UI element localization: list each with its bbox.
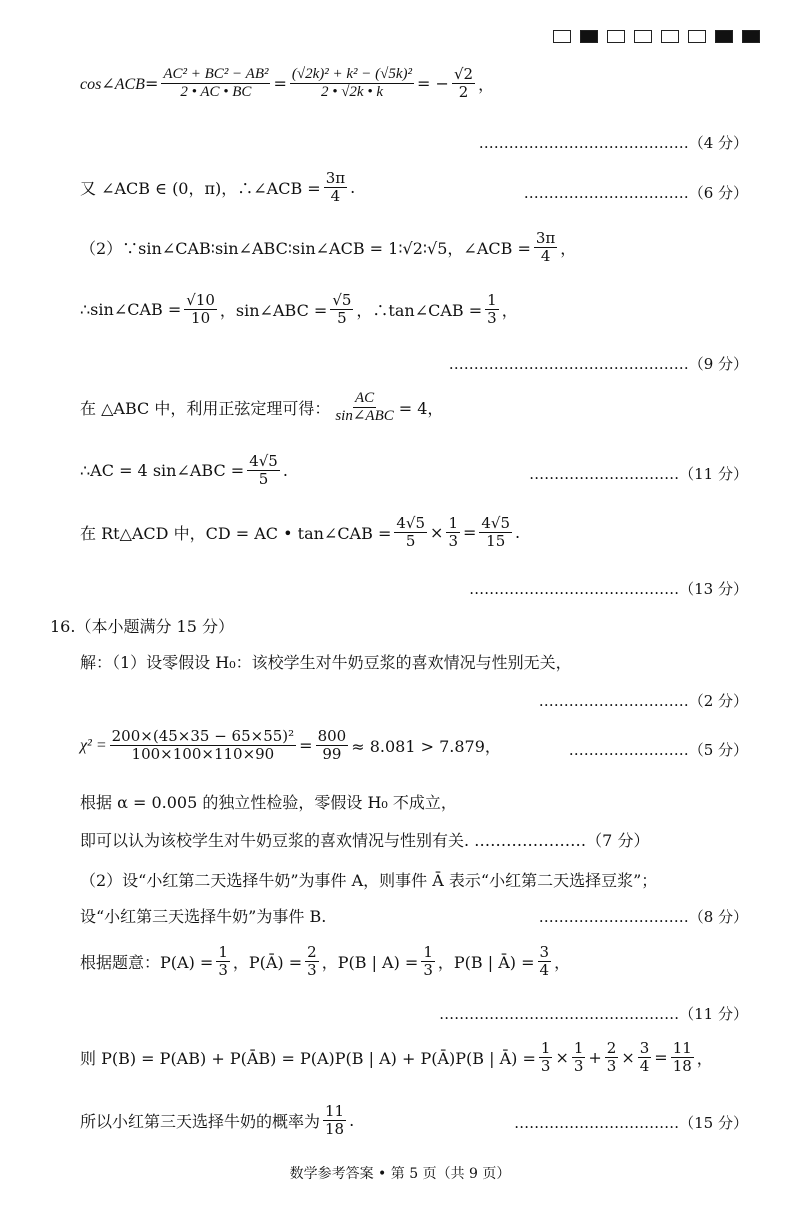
total-text: 则 P(B) = P(AB) + P(ĀB) = P(A)P(B | A) + P(Ā)P(B | Ā) = [80,1049,536,1069]
punct: ， [696,1049,713,1069]
frac-den: 5 [405,532,416,551]
punct: ， [501,301,518,321]
chi-tail: ≈ 8.081 > 7.879， [351,737,501,757]
eq: = [144,74,159,94]
eq: = [299,736,313,756]
op: + [588,1048,602,1068]
frac-den: 4 [540,247,551,266]
frac-num: AC [353,390,376,408]
frac-num: 1 [487,291,497,309]
frac-den: 5 [258,470,269,489]
eq: = [654,1048,668,1068]
frac-num: AC² + BC² − AB² [161,66,270,84]
frac-den: 3 [423,961,433,980]
score-9: …………………………………………（9 分） [448,355,748,373]
frac-num: 3 [539,943,550,961]
frac-den: 3 [307,961,317,980]
t-frac4 [638,1040,652,1076]
prob-text: ，P(B | Ā) = [437,953,535,973]
eq: = − [417,74,449,94]
final-answer-line [80,1103,354,1139]
frac-den: 10 [191,309,211,328]
total-probability-line [80,1040,713,1076]
frac-num: 4√5 [249,452,278,470]
punct: . [349,1111,355,1131]
frac-num: 3π [325,169,346,187]
t-frac3 [605,1040,619,1076]
frac-num: √5 [332,291,352,309]
op: × [621,1048,635,1068]
sin1-frac [184,292,217,328]
ac-frac [247,453,280,489]
mark-box [634,30,652,43]
mark-box-filled [580,30,598,43]
frac-num: 800 [317,727,347,745]
ratio-text: （2）∵sin∠CAB∶sin∠ABC∶sin∠ACB = 1∶√2∶√5，∠ACB = [80,239,531,259]
final-frac [323,1103,346,1139]
frac-den: 2 • √2k • k [320,84,383,101]
mark-box-filled [715,30,733,43]
score-11: …………………………（11 分） [529,465,748,483]
frac-den: 3 [218,961,228,980]
punct: = 4， [398,399,444,419]
frac-num: 1 [423,943,433,961]
header-marks [553,30,760,43]
chi-square-line [80,728,501,764]
pbna-frac [538,944,552,980]
frac-num: √2 [453,65,474,83]
cos-frac1 [161,66,270,102]
conclusion-line: 即可以认为该校学生对牛奶豆浆的喜欢情况与性别有关. …………………（7 分） [80,831,650,850]
independence-test-line: 根据 α = 0.005 的独立性检验，零假设 H₀ 不成立， [80,793,457,812]
pa-frac [216,944,230,980]
question-16-title: 16.（本小题满分 15 分） [50,617,234,636]
frac-num: (√2k)² + k² − (√5k)² [290,66,414,84]
frac-den: 3 [606,1057,617,1076]
ratio-frac [534,230,557,266]
frac-num: 1 [573,1039,584,1057]
frac-den: 4 [539,961,550,980]
cos-result-frac [452,66,475,102]
angle-frac [324,170,347,206]
ac-line [80,453,288,489]
tan-frac [485,292,499,328]
score-8: …………………………（8 分） [538,908,748,926]
frac-den: 3 [540,1057,551,1076]
frac-den: 3 [487,309,497,328]
law-text: 在 △ABC 中，利用正弦定理可得： [80,399,331,419]
cd-frac3 [479,515,512,551]
frac-den: 2 • AC • BC [180,84,252,101]
punct: . [282,461,288,481]
mark-box [553,30,571,43]
tan-text: ，∴tan∠CAB = [356,301,483,321]
op: × [430,523,444,543]
frac-den: 99 [322,745,342,764]
prob-text: 根据题意：P(A) = [80,953,214,973]
frac-den: 15 [486,532,506,551]
frac-den: 3 [448,532,458,551]
hypothesis-line: 解：（1）设零假设 H₀：该校学生对牛奶豆浆的喜欢情况与性别无关， [80,653,572,672]
sin-values-line [80,292,518,328]
frac-den: 4 [639,1057,650,1076]
angle-text: 又 ∠ACB ∈ (0，π)，∴∠ACB = [80,179,321,199]
frac-num: 3 [639,1039,650,1057]
probabilities-line [80,944,570,980]
cd-frac2 [446,515,460,551]
frac-den: 3 [573,1057,584,1076]
score-5: ……………………（5 分） [568,741,748,759]
prob-text: ，P(Ā) = [232,953,303,973]
score-11b: …………………………………………（11 分） [439,1005,748,1023]
punct: . [350,178,356,198]
page-footer: 数学参考答案 • 第 5 页（共 9 页） [289,1166,511,1182]
punct: ， [478,75,495,95]
prob-text: ，P(B | A) = [321,953,419,973]
frac-num: √10 [186,291,215,309]
score-13: ……………………………………（13 分） [469,580,748,598]
t-frac2 [572,1040,586,1076]
frac-den: sin∠ABC [335,408,394,425]
punct: ， [560,239,577,259]
sin-text: ，sin∠ABC = [219,301,328,321]
event-a-line: （2）设“小红第二天选择牛奶”为事件 A，则事件 Ā 表示“小红第二天选择豆浆”； [80,871,658,890]
mark-box [661,30,679,43]
frac-num: 1 [218,943,228,961]
event-b-line: 设“小红第三天选择牛奶”为事件 B. [80,907,327,926]
frac-den: 18 [672,1057,692,1076]
chi-frac2 [316,728,349,764]
chi-frac [110,728,297,764]
t-frac1 [539,1040,553,1076]
chi-lhs: χ² = [80,736,107,754]
mark-box-filled [742,30,760,43]
frac-num: 2 [606,1039,617,1057]
cos-frac2 [290,66,414,102]
law-frac [333,390,395,426]
score-6: ……………………………（6 分） [523,184,748,202]
frac-num: 2 [307,943,317,961]
frac-num: 1 [448,514,458,532]
sin-text: ∴sin∠CAB = [80,300,182,320]
frac-den: 4 [330,187,341,206]
cd-text: 在 Rt△ACD 中，CD = AC • tan∠CAB = [80,524,392,544]
cd-frac1 [394,515,427,551]
frac-den: 2 [458,83,469,102]
frac-num: 11 [325,1102,345,1120]
angle-line [80,170,355,206]
punct: ， [554,953,571,973]
final-text: 所以小红第三天选择牛奶的概率为 [80,1112,321,1132]
frac-num: 1 [540,1039,551,1057]
sine-law-line [80,390,443,426]
frac-den: 5 [337,309,347,328]
ac-text: ∴AC = 4 sin∠ABC = [80,461,245,481]
eq: = [462,523,477,543]
cos-lhs: cos∠ACB [80,75,145,93]
frac-den: 100×100×110×90 [131,745,275,764]
pba-frac [421,944,435,980]
frac-num: 4√5 [481,514,511,532]
mark-box [688,30,706,43]
frac-den: 18 [325,1120,345,1139]
cd-line [80,515,520,551]
frac-num: 200×(45×35 − 65×55)² [111,727,295,745]
eq: = [273,74,287,94]
t-frac5 [671,1040,694,1076]
cos-equation [80,66,494,102]
punct: . [515,523,521,543]
part2-ratio-line [80,230,576,266]
pna-frac [305,944,319,980]
score-2: …………………………（2 分） [538,692,748,710]
frac-num: 3π [535,229,556,247]
score-15: ……………………………（15 分） [514,1114,748,1132]
op: × [555,1048,569,1068]
frac-num: 4√5 [396,514,426,532]
mark-box [607,30,625,43]
sin2-frac [330,292,353,328]
frac-num: 11 [672,1039,692,1057]
score-4: ……………………………………（4 分） [478,134,748,152]
